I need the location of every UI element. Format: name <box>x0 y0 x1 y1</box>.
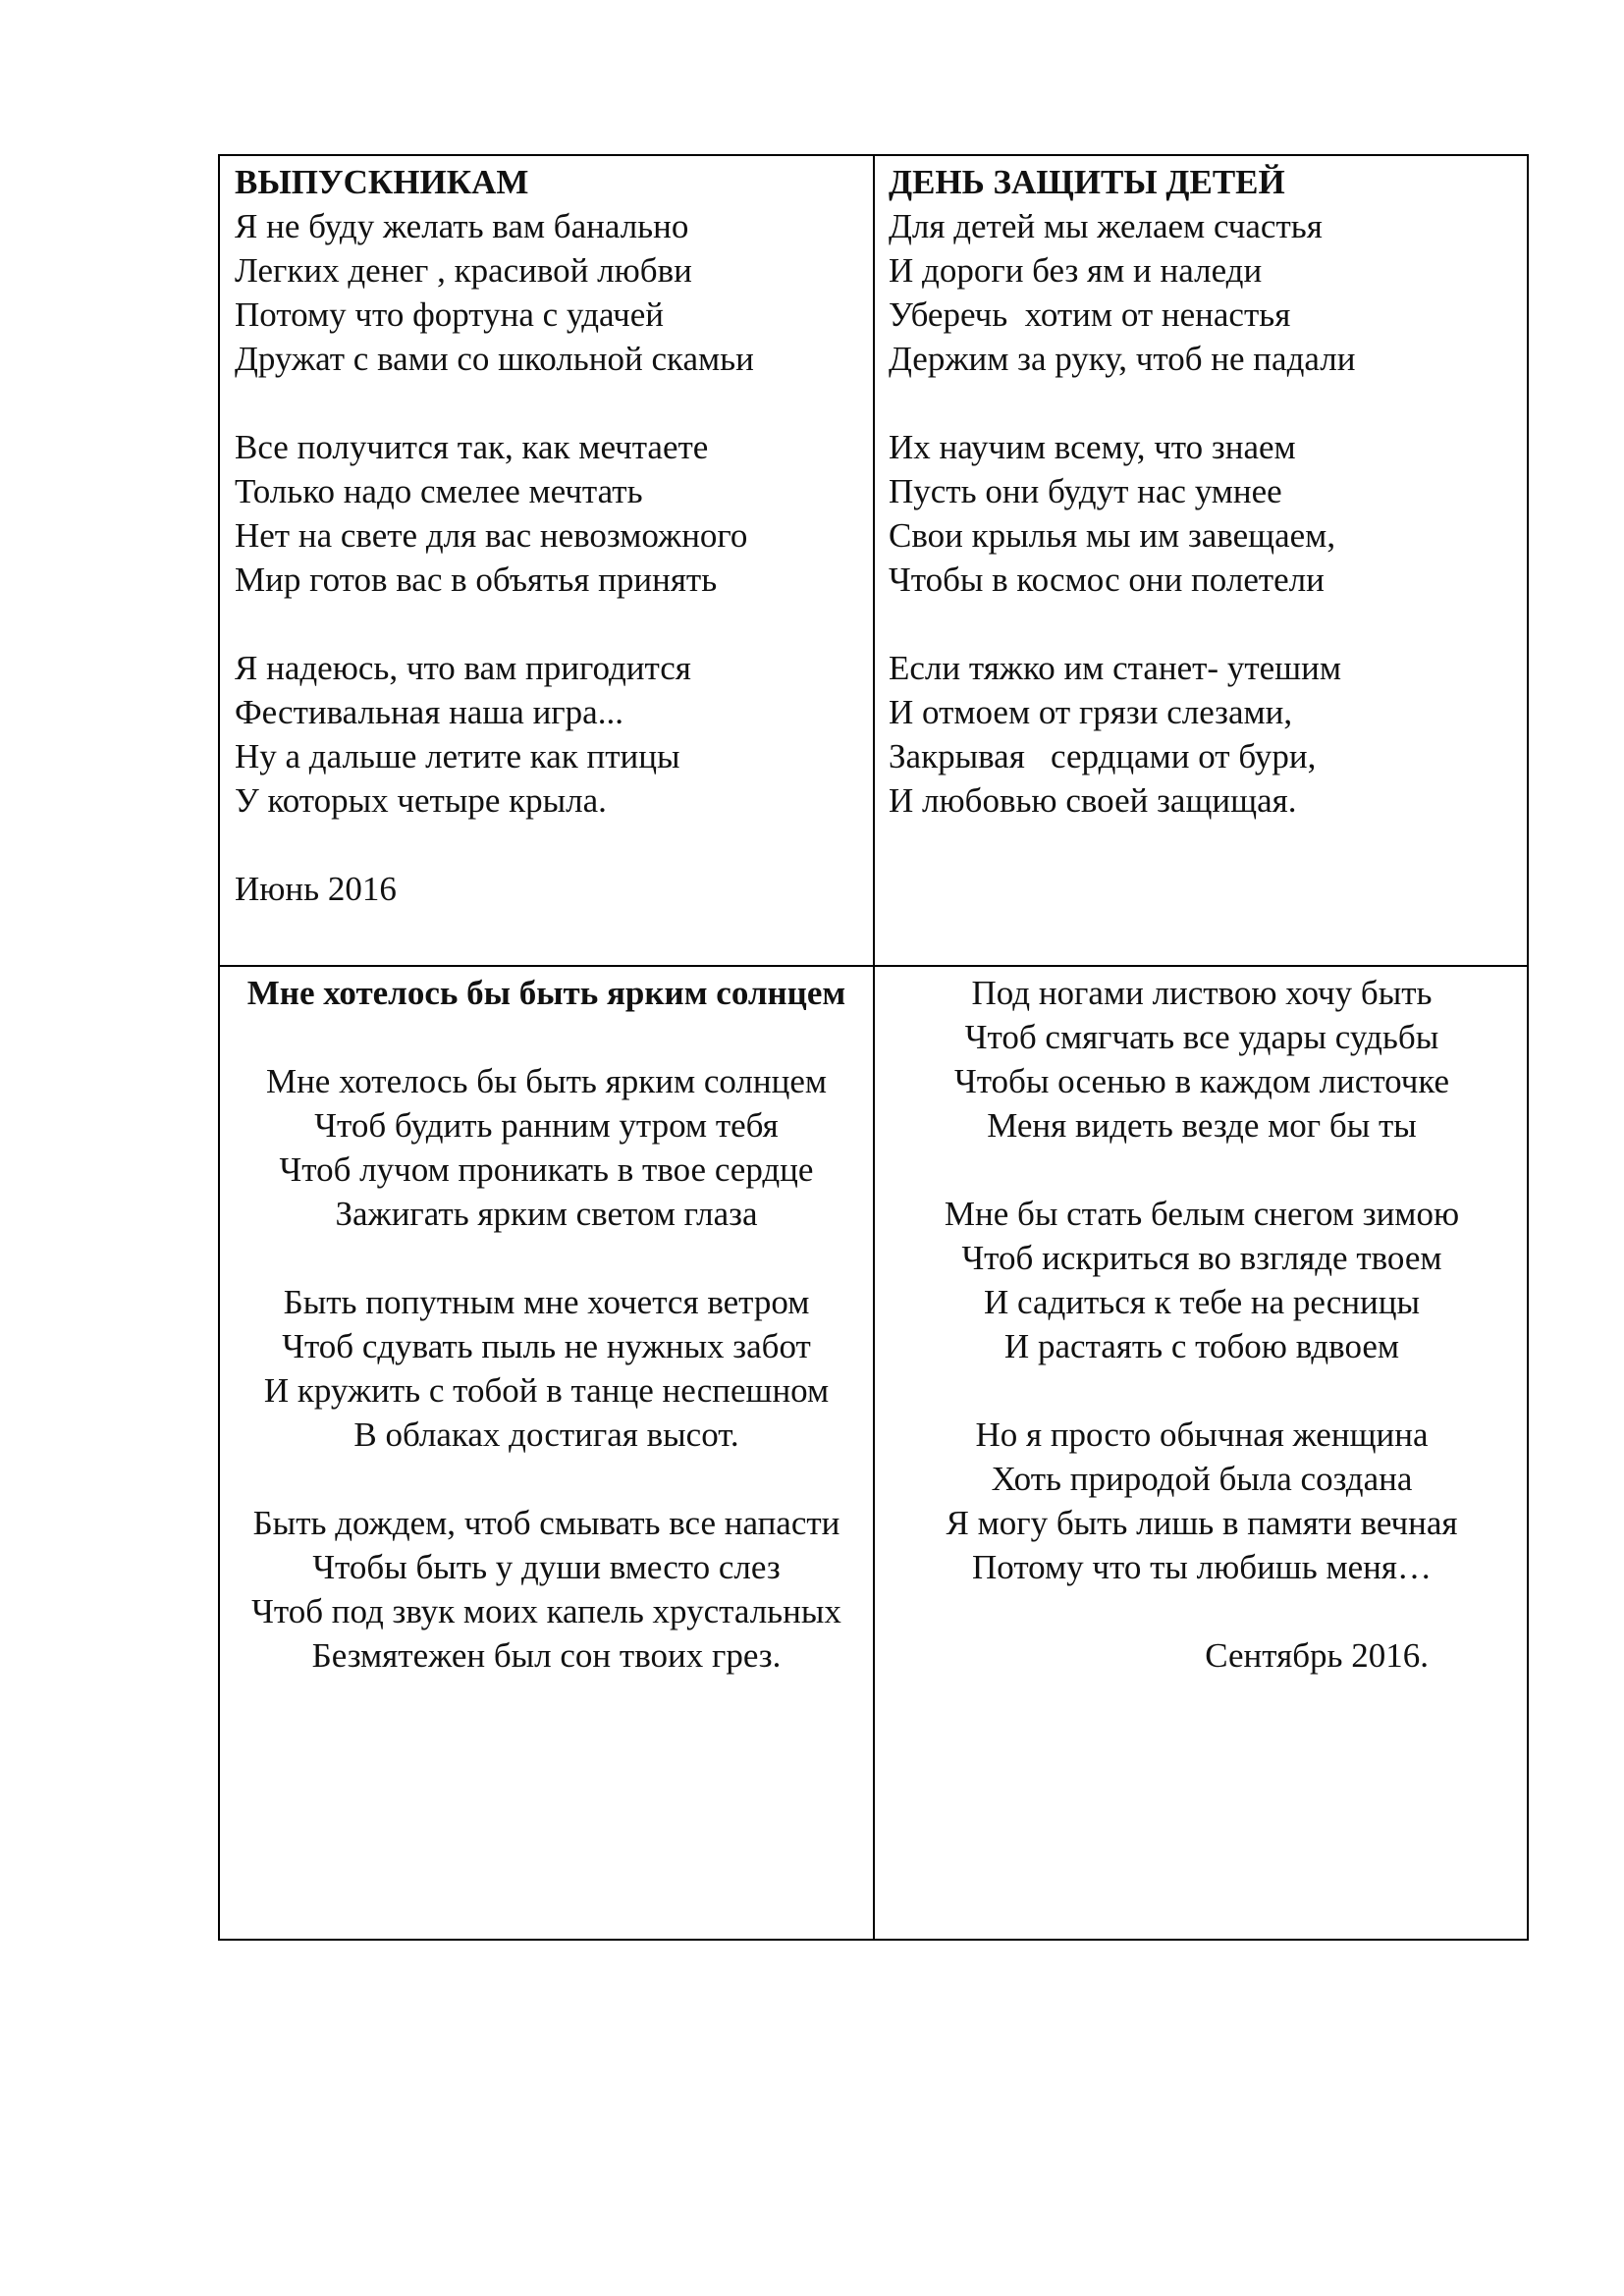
poem-line: Потому что фортуна с удачей <box>235 295 665 334</box>
poem-cell-children-day <box>875 156 1529 967</box>
poem-line: Безмятежен был сон твоих грез. <box>311 1636 782 1675</box>
poem-date-sun: Сентябрь 2016. <box>1205 1636 1429 1675</box>
poem-line: Только надо смелее мечтать <box>235 472 643 510</box>
poem-line: У которых четыре крыла. <box>235 781 607 820</box>
poem-line: Чтоб будить ранним утром тебя <box>314 1106 779 1145</box>
poem-line: Чтоб смягчать все удары судьбы <box>964 1018 1439 1056</box>
poem-line: Фестивальная наша игра... <box>235 693 623 731</box>
poem-line: Закрывая сердцами от бури, <box>889 737 1317 775</box>
poem-line: Легких денег , красивой любви <box>235 251 692 290</box>
poem-line: Держим за руку, чтоб не падали <box>889 340 1356 378</box>
poem-line: Я не буду желать вам банально <box>235 207 689 245</box>
poem-cell-sun <box>220 967 875 1939</box>
poem-title-graduates: ВЫПУСКНИКАМ <box>235 163 529 201</box>
poem-date-graduates: Июнь 2016 <box>235 870 397 908</box>
poem-line: Под ногами листвою хочу быть <box>971 974 1433 1012</box>
poem-title-children-day: ДЕНЬ ЗАЩИТЫ ДЕТЕЙ <box>889 163 1285 201</box>
stanza <box>232 1501 861 1678</box>
poem-line: Нет на свете для вас невозможного <box>235 516 748 555</box>
stanza <box>887 1192 1517 1368</box>
poem-line: Потому что ты любишь меня… <box>972 1548 1432 1586</box>
poem-line: Дружат с вами со школьной скамьи <box>235 340 754 378</box>
poem-line: Хоть природой была создана <box>991 1460 1413 1498</box>
stanza <box>887 1413 1517 1589</box>
poem-cell-graduates <box>220 156 875 967</box>
poem-line: Быть попутным мне хочется ветром <box>283 1283 810 1321</box>
poem-line: Быть дождем, чтоб смывать все напасти <box>252 1504 840 1542</box>
poem-line: Уберечь хотим от ненастья <box>889 295 1291 334</box>
poem-cell-sun-continued <box>875 967 1529 1939</box>
stanza <box>232 1059 861 1236</box>
poem-line: Мир готов вас в объятья принять <box>235 561 718 599</box>
poem-line: И растаять с тобою вдвоем <box>1003 1327 1400 1365</box>
poem-title-sun: Мне хотелось бы быть ярким солнцем <box>246 974 846 1012</box>
poem-line: Меня видеть везде мог бы ты <box>987 1106 1417 1145</box>
poem-line: И садиться к тебе на ресницы <box>983 1283 1421 1321</box>
poem-line: И дороги без ям и наледи <box>889 251 1263 290</box>
stanza <box>235 425 863 602</box>
poem-table <box>218 154 1529 1941</box>
poem-line: Чтоб под звук моих капель хрустальных <box>251 1592 841 1630</box>
poem-line: Чтобы осенью в каждом листочке <box>953 1062 1450 1100</box>
poem-line: И кружить с тобой в танце неспешном <box>263 1371 830 1410</box>
poem-line: Чтобы в космос они полетели <box>889 561 1325 599</box>
stanza <box>889 204 1519 381</box>
poem-line: Если тяжко им станет- утешим <box>889 649 1341 687</box>
poem-line: Их научим всему, что знаем <box>889 428 1296 466</box>
stanza <box>235 204 863 381</box>
poem-line: Чтоб искриться во взгляде твоем <box>961 1239 1442 1277</box>
stanza <box>889 425 1519 602</box>
poem-line: Зажигать ярким светом глаза <box>335 1195 758 1233</box>
poem-line: Я могу быть лишь в памяти вечная <box>946 1504 1458 1542</box>
poem-line: Я надеюсь, что вам пригодится <box>235 649 691 687</box>
poem-line: Чтоб лучом проникать в твое сердце <box>279 1150 814 1189</box>
poem-line: И любовью своей защищая. <box>889 781 1297 820</box>
poem-line: В облаках достигая высот. <box>353 1415 739 1454</box>
poem-line: Все получится так, как мечтаете <box>235 428 709 466</box>
poem-line: Для детей мы желаем счастья <box>889 207 1323 245</box>
poem-line: Мне бы стать белым снегом зимою <box>944 1195 1460 1233</box>
stanza <box>889 646 1519 823</box>
poem-line: Свои крылья мы им завещаем, <box>889 516 1336 555</box>
poem-line: Пусть они будут нас умнее <box>889 472 1282 510</box>
poem-line: Мне хотелось бы быть ярким солнцем <box>265 1062 828 1100</box>
poem-line: Ну а дальше летите как птицы <box>235 737 680 775</box>
stanza <box>887 971 1517 1148</box>
stanza <box>232 1280 861 1457</box>
poem-line: Но я просто обычная женщина <box>975 1415 1429 1454</box>
poem-line: Чтоб сдувать пыль не нужных забот <box>282 1327 811 1365</box>
stanza <box>235 646 863 823</box>
poem-line: Чтобы быть у души вместо слез <box>312 1548 781 1586</box>
poem-line: И отмоем от грязи слезами, <box>889 693 1293 731</box>
